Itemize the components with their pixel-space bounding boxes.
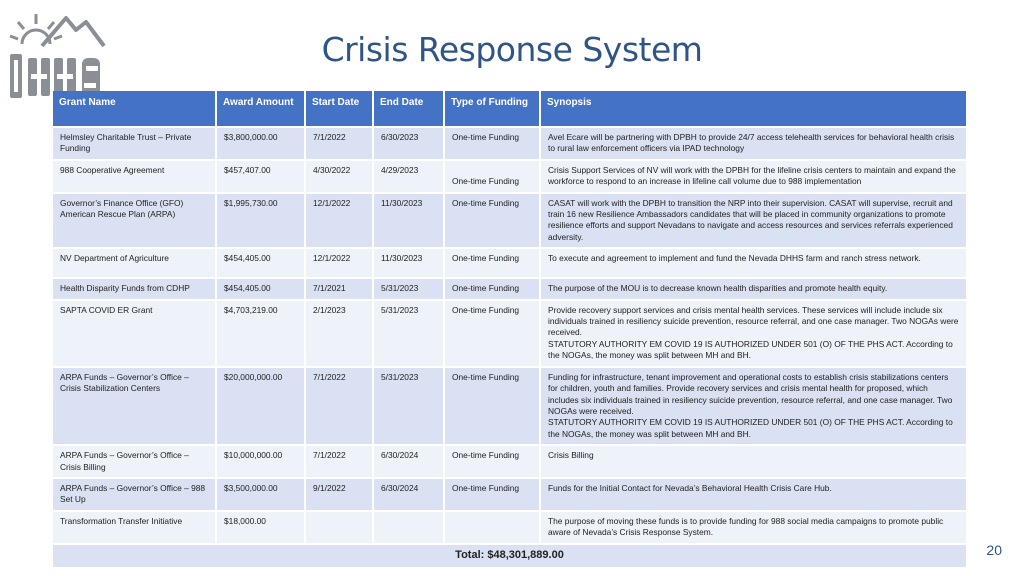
table-header-row (53, 91, 968, 126)
grant-name-cell: ARPA Funds – Governor’s Office – Crisis Stabilization Centers (53, 366, 217, 444)
award-amount-cell: $4,703,219.00 (217, 299, 306, 366)
end-date-cell: 6/30/2024 (374, 477, 445, 510)
end-date-cell: 6/30/2024 (374, 444, 445, 477)
funding-type-cell: One-time Funding (445, 477, 541, 510)
award-amount-cell: $18,000.00 (217, 510, 306, 543)
funding-type-cell: One-time Funding (445, 366, 541, 444)
award-amount-cell: $3,500,000.00 (217, 477, 306, 510)
grant-name-cell: Governor’s Finance Office (GFO) American Rescue Plan (ARPA) (53, 192, 217, 248)
funding-type-cell: One-time Funding (445, 159, 541, 192)
column-header-grant-name: Grant Name (53, 91, 217, 126)
end-date-cell: 6/30/2023 (374, 126, 445, 159)
end-date-cell (374, 510, 445, 543)
end-date-cell: 5/31/2023 (374, 299, 445, 366)
column-header-end-date: End Date (374, 91, 445, 126)
end-date-cell: 5/31/2023 (374, 366, 445, 444)
start-date-cell (306, 510, 374, 543)
synopsis-text: Funding for infrastructure, tenant improvement and operational costs to establish crisis stabilizations centers for children, youth and families. Provide recovery services and crisis mental health for proposed, which includes six individuals trained in resiliency suicide prevention, resource referral, and one case manager. Two NOGAs were received. (548, 371, 953, 416)
synopsis-cell: CASAT will work with the DPBH to transition the NRP into their supervision. CASAT will supervise, recruit and train 16 new Resilience Ambassadors candidates that will be placed in community organizations to promote resilience efforts and support Nevadans to navigate and access resources and services referrals experienced adversity. (541, 192, 968, 248)
grant-name-cell: NV Department of Agriculture (53, 247, 217, 277)
funding-type-cell: One-time Funding (445, 299, 541, 366)
synopsis-statutory-text: STATUTORY AUTHORITY EM COVID 19 IS AUTHORIZED UNDER 501 (O) OF THE PHS ACT. According to the NOGAs, the money was split between MH and BH. (548, 338, 953, 361)
start-date-cell: 7/1/2022 (306, 126, 374, 159)
start-date-cell: 4/30/2022 (306, 159, 374, 192)
end-date-cell: 5/31/2023 (374, 277, 445, 298)
table-row (53, 444, 968, 477)
start-date-cell: 7/1/2022 (306, 366, 374, 444)
award-amount-cell: $20,000,000.00 (217, 366, 306, 444)
table-row (53, 192, 968, 248)
synopsis-cell: The purpose of moving these funds is to provide funding for 988 social media campaigns to promote public aware of Nevada’s Crisis Response System. (541, 510, 968, 543)
table-row (53, 477, 968, 510)
table-row (53, 126, 968, 159)
award-amount-cell: $10,000,000.00 (217, 444, 306, 477)
synopsis-cell: Crisis Billing (541, 444, 968, 477)
synopsis-cell (541, 299, 968, 366)
award-amount-cell: $454,405.00 (217, 277, 306, 298)
grant-name-cell: ARPA Funds – Governor’s Office – 988 Set Up (53, 477, 217, 510)
award-amount-cell: $3,800,000.00 (217, 126, 306, 159)
table-row (53, 299, 968, 366)
funding-type-cell: One-time Funding (445, 277, 541, 298)
start-date-cell: 7/1/2021 (306, 277, 374, 298)
award-amount-cell: $1,995,730.00 (217, 192, 306, 248)
funding-type-cell (445, 510, 541, 543)
award-amount-cell: $454,405.00 (217, 247, 306, 277)
award-amount-cell: $457,407.00 (217, 159, 306, 192)
page-title: Crisis Response System (321, 30, 703, 69)
table-row (53, 366, 968, 444)
page-number: 20 (986, 542, 1002, 558)
grant-name-cell: Transformation Transfer Initiative (53, 510, 217, 543)
table-row (53, 159, 968, 192)
grant-name-cell: ARPA Funds – Governor’s Office – Crisis Billing (53, 444, 217, 477)
start-date-cell: 12/1/2022 (306, 192, 374, 248)
synopsis-text: Provide recovery support services and crisis mental health services. These services will include include six individuals trained in resiliency suicide prevention, resource referral, and one case manager. Two NOGAs were received. (548, 304, 959, 338)
total-row (53, 543, 968, 567)
synopsis-cell: Funds for the Initial Contact for Nevada’s Behavioral Health Crisis Care Hub. (541, 477, 968, 510)
funding-type-cell: One-time Funding (445, 192, 541, 248)
synopsis-statutory-text: STATUTORY AUTHORITY EM COVID 19 IS AUTHORIZED UNDER 501 (O) OF THE PHS ACT. According to the NOGAs, the money was split between MH and BH. (548, 417, 953, 439)
grant-name-cell: Helmsley Charitable Trust – Private Funding (53, 126, 217, 159)
grant-name-cell: SAPTA COVID ER Grant (53, 299, 217, 366)
column-header-start-date: Start Date (306, 91, 374, 126)
start-date-cell: 12/1/2022 (306, 247, 374, 277)
end-date-cell: 4/29/2023 (374, 159, 445, 192)
synopsis-cell: Crisis Support Services of NV will work with the DPBH for the lifeline crisis centers to maintain and expand the workforce to respond to an increase in lifeline call volume due to 988 implementation (541, 159, 968, 192)
grant-name-cell: 988 Cooperative Agreement (53, 159, 217, 192)
start-date-cell: 2/1/2023 (306, 299, 374, 366)
end-date-cell: 11/30/2023 (374, 192, 445, 248)
funding-type-cell: One-time Funding (445, 126, 541, 159)
end-date-cell: 11/30/2023 (374, 247, 445, 277)
funding-type-cell: One-time Funding (445, 247, 541, 277)
grant-name-cell: Health Disparity Funds from CDHP (53, 277, 217, 298)
column-header-award-amount: Award Amount (217, 91, 306, 126)
synopsis-cell (541, 366, 968, 444)
synopsis-cell: The purpose of the MOU is to decrease known health disparities and promote health equity. (541, 277, 968, 298)
synopsis-cell: To execute and agreement to implement and fund the Nevada DHHS farm and ranch stress network. (541, 247, 968, 277)
table-row (53, 247, 968, 277)
funding-type-cell: One-time Funding (445, 444, 541, 477)
start-date-cell: 9/1/2022 (306, 477, 374, 510)
synopsis-cell: Avel Ecare will be partnering with DPBH to provide 24/7 access telehealth services for behavioral health crisis to rural law enforcement officers via IPAD technology (541, 126, 968, 159)
start-date-cell: 7/1/2022 (306, 444, 374, 477)
grants-table (53, 91, 968, 567)
column-header-synopsis: Synopsis (541, 91, 968, 126)
column-header-type-of-funding: Type of Funding (445, 91, 541, 126)
total-amount: Total: $48,301,889.00 (53, 543, 968, 567)
table-row (53, 510, 968, 543)
table-row (53, 277, 968, 298)
